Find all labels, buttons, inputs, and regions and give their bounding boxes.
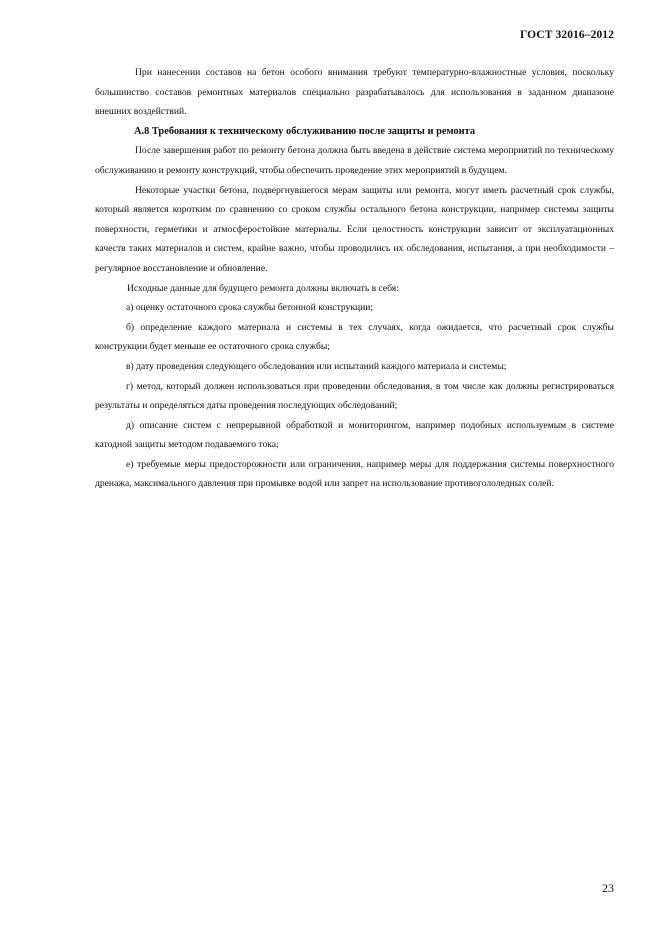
list-item-b: б) определение каждого материала и системы в тех случаях, когда ожидается, что расчетный срок службы конструкции будет меньше ее остаточного срока службы; (95, 321, 614, 353)
list-intro: Исходные данные для будущего ремонта должны включать в себя: (127, 282, 399, 294)
paragraph-after-repair: После завершения работ по ремонту бетона должна быть введена в действие система мероприятий по техническому обслуживанию и ремонту конструкций, чтобы обеспечить проведение этих мероприятий в будущем. (95, 145, 614, 176)
paragraph-service-life: Некоторые участки бетона, подвергнувшегося мерам защиты или ремонта, могут иметь расчетный срок службы, который является коротким по сравнению со сроком службы остального бетона конструкции, например системы защиты поверхности, герметики и атмосферостойкие материалы. Если целостность конструкции зависит от эксплуатационных качеств таких материалов и систем, крайне важно, чтобы проводились их обследования, испытания, а при необходимости – регулярное восстановление и обновление. (95, 184, 614, 274)
list-item-e: е) требуемые меры предосторожности или ограничения, например меры для поддержания системы поверхностного дренажа, максимального давления при промывке водой или запрет на использование противогололедных солей. (95, 458, 614, 490)
document-id-header: ГОСТ 32016–2012 (520, 29, 614, 41)
list-item-g: г) метод, который должен использоваться при проведении обследования, в том числе как должны регистрироваться результаты и определяться даты проведения последующих обследований; (95, 380, 614, 412)
list-item-v: в) дату проведения следующего обследования или испытаний каждого материала и системы; (126, 360, 507, 372)
list-item-d: д) описание систем с непрерывной обработкой и мониторингом, например подобных используемым в системе катодной защиты методом подаваемого тока; (95, 419, 614, 451)
section-heading: А.8 Требования к техническому обслуживанию после защиты и ремонта (134, 125, 476, 137)
paragraph-conditions: При нанесении составов на бетон особого внимания требуют температурно-влажностные условия, поскольку большинство составов ремонтных материалов специально разрабатывалось для использования в заданном диапазоне внешних воздействий. (95, 67, 614, 118)
list-item-a: а) оценку остаточного срока службы бетонной конструкции; (126, 302, 374, 314)
page-content (95, 63, 614, 494)
page-number: 23 (602, 881, 614, 895)
